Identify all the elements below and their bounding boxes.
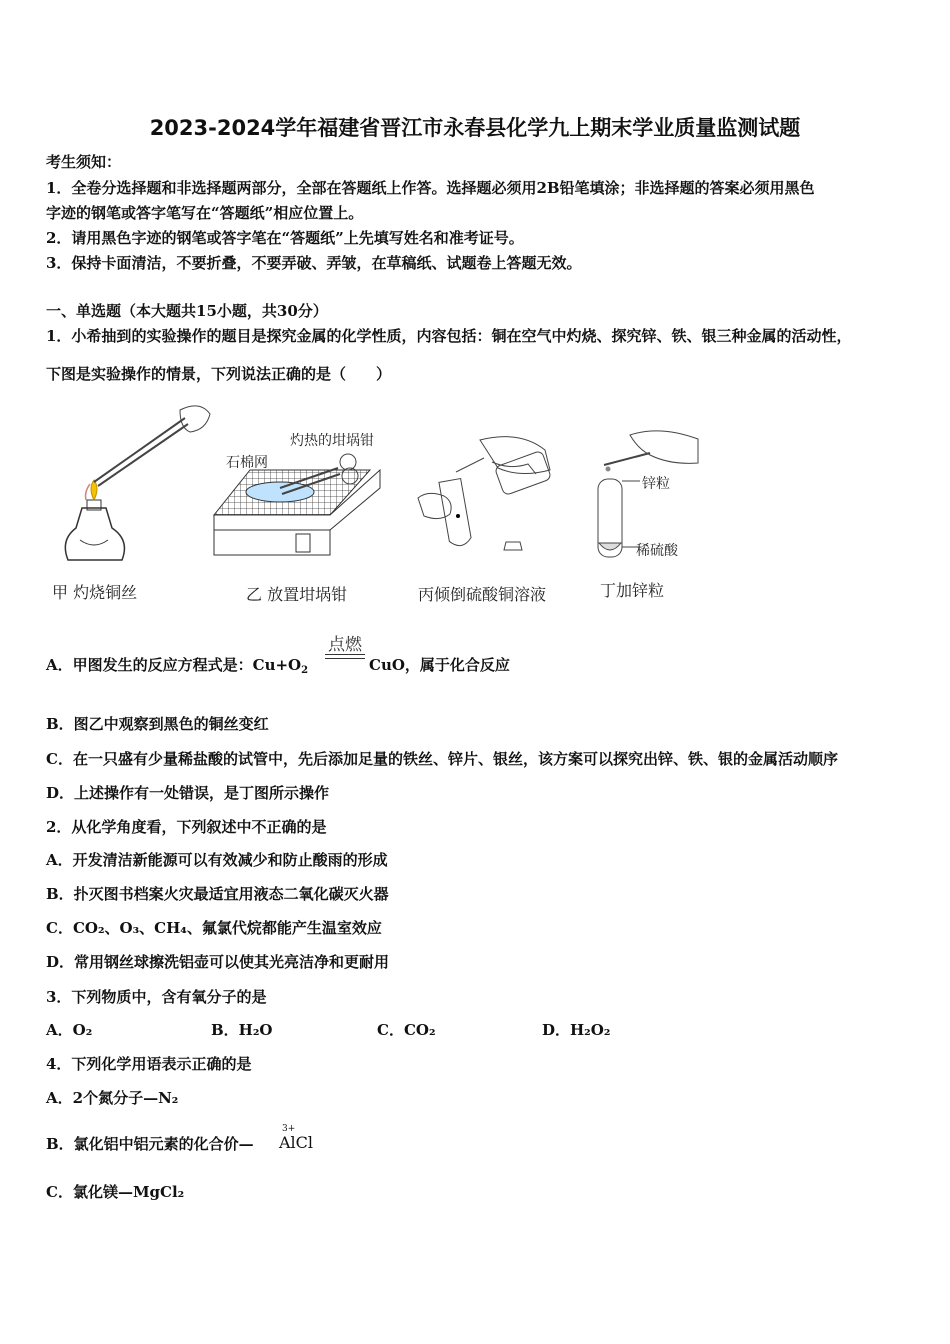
condition-ignite: 点燃	[328, 635, 362, 655]
figure-yi-placing-tongs	[210, 430, 390, 570]
notice-item-1-cont: 字迹的钢笔或答字笔写在“答题纸”相应位置上。	[46, 204, 364, 222]
q2-option-c: C．CO₂、O₃、CH₄、氟氯代烷都能产生温室效应	[46, 919, 382, 937]
caption-ding: 丁加锌粒	[600, 581, 665, 600]
valence-superscript: 3+	[282, 1124, 296, 1134]
q1-option-c: C．在一只盛有少量稀盐酸的试管中，先后添加足量的铁丝、锌片、银丝，该方案可以探究出锌、铁、银的金属活动顺序	[46, 750, 838, 768]
q3-option-d: D．H₂O₂	[542, 1021, 611, 1039]
q4-stem: 4．下列化学用语表示正确的是	[46, 1055, 252, 1073]
label-dilute-sulfuric: 稀硫酸	[636, 543, 678, 559]
q2-option-d: D．常用钢丝球擦洗铝壶可以使其光亮洁净和更耐用	[46, 953, 390, 971]
equation-bar-bottom	[325, 658, 365, 659]
equation-bar-top	[325, 654, 365, 655]
q1-option-a-product: CuO，属于化合反应	[369, 656, 510, 674]
q4-option-c: C．氯化镁—MgCl₂	[46, 1183, 185, 1201]
label-asbestos-net: 石棉网	[226, 455, 268, 471]
caption-bing: 丙倾倒硫酸铜溶液	[418, 585, 547, 604]
q3-option-a: A．O₂	[46, 1021, 93, 1039]
q2-option-a: A．开发清洁新能源可以有效减少和防止酸雨的形成	[46, 851, 388, 869]
label-hot-tongs: 灼热的坩埚钳	[290, 433, 374, 449]
q2-option-b: B．扑灭图书档案火灾最适宜用液态二氧化碳灭火器	[46, 885, 389, 903]
q3-stem: 3．下列物质中，含有氧分子的是	[46, 988, 267, 1006]
q4-option-b: B．氯化铝中铝元素的化合价—	[46, 1135, 254, 1153]
q3-option-b: B．H₂O	[211, 1021, 273, 1039]
q1-option-a: A．甲图发生的反应方程式是：$Cu+O_2$	[46, 656, 309, 676]
reaction-condition	[325, 630, 365, 662]
notice-item-1: 1．全卷分选择题和非选择题两部分，全部在答题纸上作答。选择题必须用2B铅笔填涂；非选择题的答案必须用黑色	[46, 179, 815, 197]
q1-stem-line1: 1．小希抽到的实验操作的题目是探究金属的化学性质，内容包括：铜在空气中灼烧、探究锌、铁、银三种金属的活动性，	[46, 327, 852, 345]
label-zinc: 锌粒	[642, 476, 670, 492]
caption-jia: 甲 灼烧铜丝	[52, 583, 138, 602]
notice-item-3: 3．保持卡面清洁，不要折叠，不要弄破、弄皱，在草稿纸、试题卷上答题无效。	[46, 254, 582, 272]
figure-bing-pouring	[410, 430, 570, 570]
caption-yi: 乙 放置坩埚钳	[246, 585, 348, 604]
page-title: 2023-2024学年福建省晋江市永春县化学九上期末学业质量监测试题	[149, 116, 801, 140]
q2-stem: 2．从化学角度看，下列叙述中不正确的是	[46, 818, 327, 836]
q3-option-c: C．CO₂	[377, 1021, 436, 1039]
notice-item-2: 2．请用黑色字迹的钢笔或答字笔在“答题纸”上先填写姓名和准考证号。	[46, 229, 524, 247]
q4-option-a: A．2个氮分子—N₂	[46, 1089, 179, 1107]
q1-option-d: D．上述操作有一处错误，是丁图所示操作	[46, 784, 330, 802]
alcl-formula: AlCl	[279, 1133, 314, 1152]
notice-heading: 考生须知：	[46, 153, 122, 171]
figure-jia-burning-wire	[60, 400, 220, 575]
q1-stem-line2: 下图是实验操作的情景，下列说法正确的是（ ）	[46, 365, 392, 383]
section-heading: 一、单选题（本大题共15小题，共30分）	[46, 302, 328, 320]
q1-option-b: B．图乙中观察到黑色的铜丝变红	[46, 715, 269, 733]
